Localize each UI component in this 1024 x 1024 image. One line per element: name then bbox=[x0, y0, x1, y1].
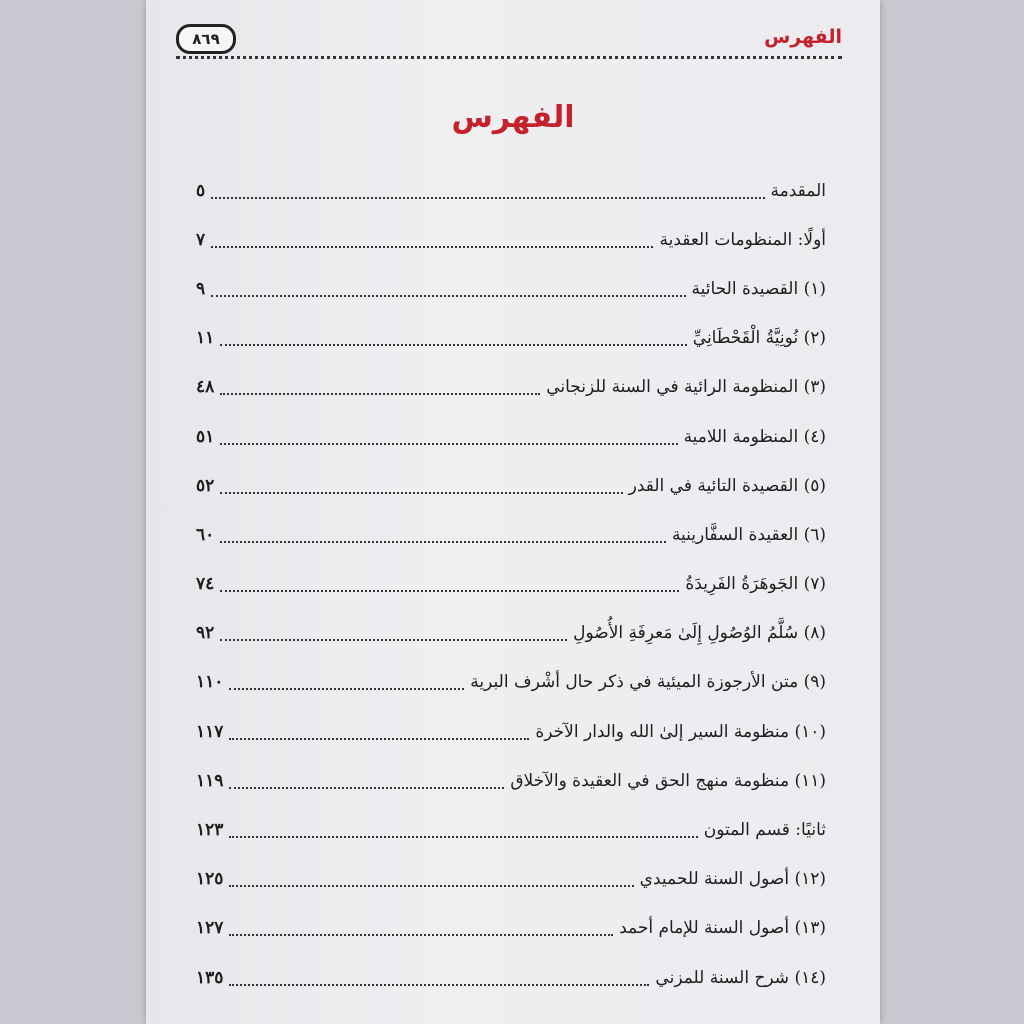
dot-leader bbox=[220, 625, 567, 641]
toc-entry-label: (١٢) أصول السنة للحميدي bbox=[639, 869, 826, 890]
toc-entry bbox=[196, 707, 826, 756]
toc-entry-label: (٦) العقيدة السفَّارينية bbox=[671, 524, 826, 545]
toc-entry-page: ١١٠ bbox=[196, 672, 224, 693]
dot-leader bbox=[211, 183, 764, 199]
toc-entry bbox=[196, 363, 826, 412]
toc-entry-label: (٣) المنظومة الرائية في السنة للزنجاني bbox=[546, 377, 826, 398]
toc-entry-label: (١) القصيدة الحائية bbox=[691, 278, 826, 299]
toc-entry-page: ٤٨ bbox=[196, 377, 215, 398]
toc-entry bbox=[196, 904, 826, 953]
toc-entry bbox=[196, 756, 826, 805]
toc-entry bbox=[196, 658, 826, 707]
toc-entry bbox=[196, 560, 826, 609]
toc-entry-page: ٩٢ bbox=[196, 623, 215, 644]
toc-entry-label: (٧) الجَوهَرَةُ الفَرِيدَةُ bbox=[685, 574, 826, 595]
toc-entry-label: (١١) منظومة منهج الحق في العقيدة والآخلاق bbox=[510, 770, 826, 791]
toc-entry bbox=[196, 805, 826, 854]
table-of-contents bbox=[196, 166, 826, 1002]
dot-leader bbox=[229, 724, 529, 740]
toc-entry-page: ١١ bbox=[196, 328, 215, 349]
toc-entry bbox=[196, 215, 826, 264]
dot-leader bbox=[229, 920, 613, 936]
toc-entry-label: (٥) القصيدة التائية في القدر bbox=[628, 475, 826, 496]
toc-entry bbox=[196, 264, 826, 313]
toc-entry-page: ١٣٥ bbox=[196, 967, 224, 988]
book-page bbox=[146, 0, 880, 1024]
toc-entry-page: ٦٠ bbox=[196, 524, 215, 545]
dot-leader bbox=[220, 379, 540, 395]
toc-entry-label: (٢) نُونِيَّةُ الْقَحْطَانِيِّ bbox=[692, 328, 826, 349]
toc-entry-page: ٥١ bbox=[196, 426, 215, 447]
toc-entry-label: (٤) المنظومة اللامية bbox=[683, 426, 826, 447]
dot-leader bbox=[229, 674, 464, 690]
toc-entry bbox=[196, 412, 826, 461]
toc-entry-label: (١٣) أصول السنة للإمام أحمد bbox=[619, 918, 826, 939]
toc-entry-label: أولًا: المنظومات العقدية bbox=[659, 229, 826, 250]
header-divider bbox=[176, 56, 842, 59]
dot-leader bbox=[211, 232, 653, 248]
dot-leader bbox=[220, 576, 679, 592]
toc-entry-page: ١٢٧ bbox=[196, 918, 224, 939]
toc-entry-page: ١٢٣ bbox=[196, 820, 224, 841]
page-number-badge: ٨٦٩ bbox=[176, 24, 236, 54]
toc-entry bbox=[196, 461, 826, 510]
dot-leader bbox=[220, 330, 687, 346]
toc-entry-label: (١٠) منظومة السير إلىٰ الله والدار الآخرة bbox=[535, 721, 826, 742]
toc-entry bbox=[196, 166, 826, 215]
toc-entry-page: ٩ bbox=[196, 278, 206, 299]
toc-entry bbox=[196, 314, 826, 363]
dot-leader bbox=[220, 429, 677, 445]
toc-entry-page: ١١٩ bbox=[196, 770, 224, 791]
running-title: الفهرس bbox=[764, 26, 842, 48]
dot-leader bbox=[229, 773, 504, 789]
toc-entry bbox=[196, 855, 826, 904]
toc-entry-page: ٧٤ bbox=[196, 574, 215, 595]
dot-leader bbox=[220, 478, 622, 494]
toc-entry-page: ١٢٥ bbox=[196, 869, 224, 890]
toc-entry bbox=[196, 953, 826, 1002]
dot-leader bbox=[229, 970, 649, 986]
dot-leader bbox=[220, 527, 666, 543]
toc-entry bbox=[196, 609, 826, 658]
dot-leader bbox=[229, 871, 633, 887]
toc-entry-page: ٥ bbox=[196, 180, 206, 201]
toc-entry-label: المقدمة bbox=[770, 180, 826, 201]
toc-entry-page: ٥٢ bbox=[196, 475, 215, 496]
toc-entry-label: (٩) متن الأرجوزة الميئية في ذكر حال أشْرف البرية bbox=[470, 672, 826, 693]
dot-leader bbox=[229, 822, 697, 838]
toc-entry-label: (١٤) شرح السنة للمزني bbox=[655, 967, 826, 988]
page-title: الفهرس bbox=[451, 100, 575, 135]
toc-entry-label: ثانيًا: قسم المتون bbox=[703, 820, 826, 841]
toc-entry-label: (٨) سُلَّمُ الوُصُولِ إِلَىٰ مَعرِفَةِ الأُصُولِ bbox=[573, 623, 826, 644]
dot-leader bbox=[211, 281, 685, 297]
toc-entry bbox=[196, 510, 826, 559]
running-header bbox=[176, 20, 842, 60]
toc-entry-page: ٧ bbox=[196, 229, 206, 250]
toc-entry-page: ١١٧ bbox=[196, 721, 224, 742]
